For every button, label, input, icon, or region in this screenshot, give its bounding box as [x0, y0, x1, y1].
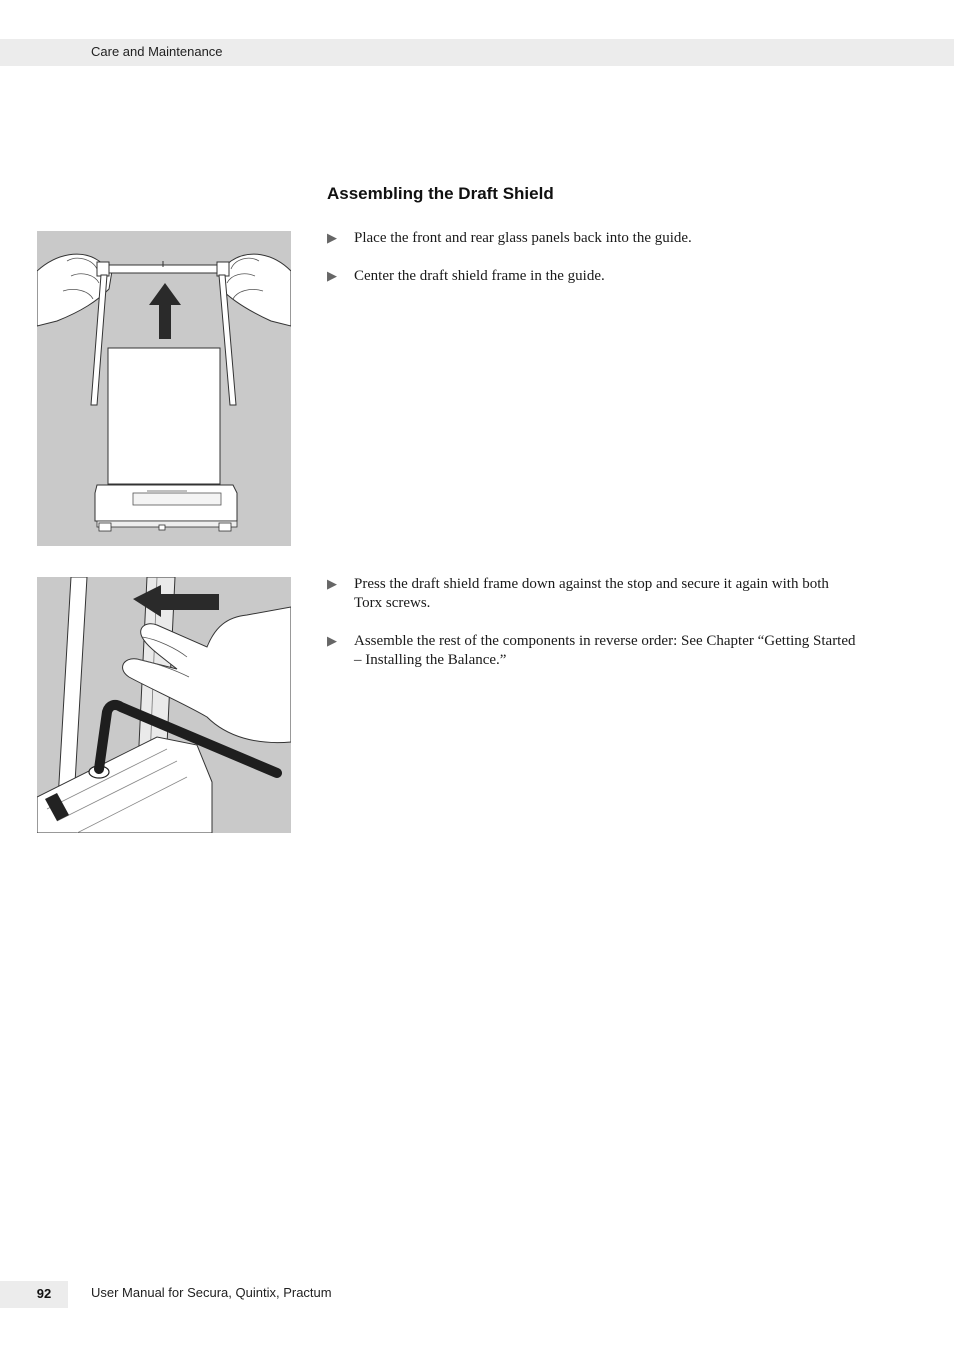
triangle-right-icon: ▶: [327, 269, 337, 284]
step-text: Center the draft shield frame in the guide.: [354, 268, 605, 284]
figure-glass-panels: [37, 231, 291, 546]
step-item: [327, 229, 857, 248]
triangle-right-icon: ▶: [327, 634, 337, 649]
step-list-2: [327, 575, 857, 689]
step-text: Press the draft shield frame down against the stop and secure it again with both Torx screws.: [354, 576, 829, 611]
triangle-right-icon: ▶: [327, 577, 337, 592]
glass-panels-illustration: [37, 231, 291, 546]
step-text: Place the front and rear glass panels back into the guide.: [354, 230, 692, 246]
step-text: Assemble the rest of the components in reverse order: See Chapter “Getting Started – Installing the Balance.”: [354, 633, 856, 668]
running-header: Care and Maintenance: [91, 44, 223, 59]
manual-title: User Manual for Secura, Quintix, Practum: [91, 1285, 332, 1300]
step-item: [327, 267, 857, 286]
section-title: Assembling the Draft Shield: [327, 184, 554, 203]
triangle-right-icon: ▶: [327, 231, 337, 246]
step-item: [327, 632, 857, 670]
step-item: [327, 575, 857, 613]
figure-torx-screws: [37, 577, 291, 833]
page-number: 92: [36, 1286, 52, 1301]
torx-screws-illustration: [37, 577, 291, 833]
step-list-1: [327, 229, 857, 305]
